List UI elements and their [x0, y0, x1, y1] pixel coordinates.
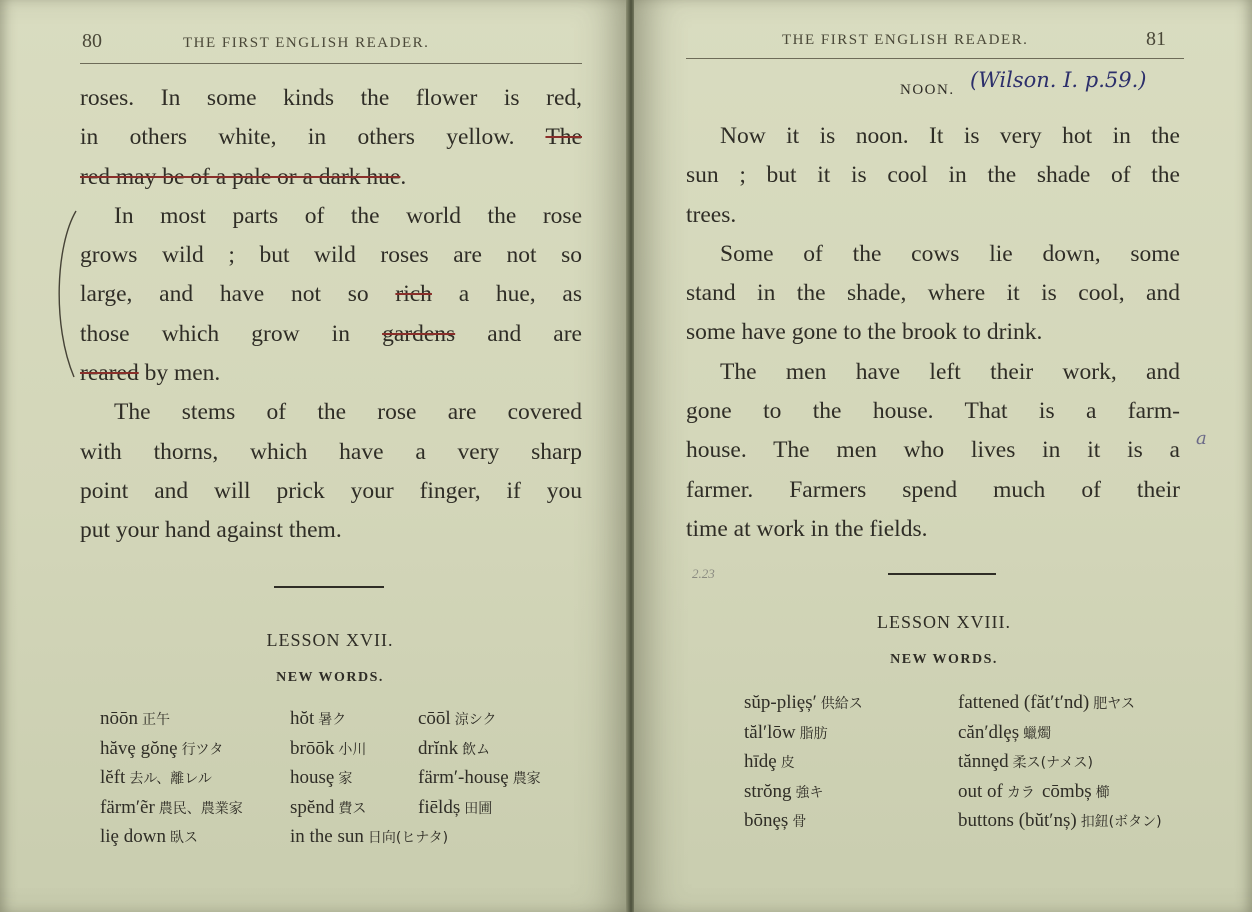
text-line: some have gone to the brook to drink.	[686, 319, 1043, 346]
text-line: gone to the house. That is a farm-	[686, 398, 1180, 425]
vocab-word: färm′-housȩ	[418, 767, 509, 788]
vocab-entry	[100, 793, 243, 823]
vocab-entry	[290, 822, 448, 852]
vocab-word: out of	[958, 780, 1003, 802]
vocab-word: lĕft	[100, 767, 126, 788]
new-words-label: NEW WORDS.	[276, 670, 384, 685]
text-line: house. The men who lives in it is a	[686, 437, 1180, 464]
vocab-entry	[744, 718, 863, 748]
text-line: reared by men.	[80, 360, 221, 387]
lesson-title: LESSON XVII.	[266, 630, 394, 650]
body-text	[686, 117, 1180, 549]
section-title: NOON.	[900, 82, 955, 98]
vocab-gloss: カラ	[1006, 784, 1035, 801]
vocab-entry	[1042, 777, 1110, 807]
margin-note: a	[1196, 428, 1207, 449]
vocab-gloss: 家	[338, 771, 353, 787]
vocab-word: căn′dlȩș	[958, 721, 1020, 743]
vocab-word: drĭnk	[418, 737, 459, 759]
vocab-word: buttons (bŭt′nș)	[958, 810, 1077, 831]
vocab-gloss: 櫛	[1095, 784, 1110, 801]
vocab-word: hŏt	[290, 708, 315, 729]
handwritten-note: (Wilson. I. p.59.)	[970, 68, 1147, 92]
right-page	[634, 0, 1252, 912]
text-line: point and will prick your finger, if you	[80, 477, 582, 504]
vocab-gloss: 脂肪	[799, 725, 828, 742]
vocab-word: cōmbș	[1042, 780, 1092, 802]
vocab-gloss: 費ス	[338, 800, 367, 817]
text-line: Some of the cows lie down, some	[720, 240, 1180, 267]
vocab-column	[100, 704, 243, 852]
vocab-column	[744, 688, 863, 836]
struck-word: reared	[80, 360, 139, 387]
vocab-word: nōōn	[100, 708, 138, 729]
vocab-gloss: 去ル、離レル	[129, 771, 212, 787]
struck-word: The	[545, 124, 582, 151]
vocab-gloss: 皮	[780, 755, 795, 771]
vocab-entry	[100, 704, 243, 734]
vocab-entry	[1042, 747, 1110, 777]
vocabulary-list	[744, 688, 1204, 838]
vocab-gloss: 暑ク	[318, 712, 347, 728]
vocab-gloss: 田圃	[464, 800, 493, 817]
text-line: The men have left their work, and	[720, 358, 1180, 385]
struck-word: red may be of a pale or a dark hue	[80, 163, 401, 190]
text-line: those which grow in gardens and are	[80, 320, 582, 347]
margin-bracket-mark	[50, 205, 84, 385]
vocab-gloss: 骨	[792, 814, 807, 830]
vocab-gloss: 柔ス(ナメス)	[1012, 755, 1094, 771]
vocab-gloss: 強キ	[795, 784, 824, 801]
vocab-gloss: 供給ス	[820, 696, 863, 712]
text-line: The stems of the rose are covered	[114, 399, 582, 426]
vocab-entry	[744, 806, 863, 836]
text-line: stand in the shade, where it is cool, and	[686, 280, 1180, 307]
page-number: 81	[1146, 28, 1166, 50]
vocab-word: spĕnd	[290, 796, 335, 818]
vocab-gloss: 正午	[142, 712, 170, 728]
vocab-gloss: 臥ス	[169, 830, 198, 846]
vocab-word: färm′ẽr	[100, 796, 155, 818]
page-number: 80	[82, 30, 102, 52]
vocab-column	[1042, 688, 1110, 836]
vocab-entry	[418, 763, 541, 793]
vocab-gloss: 蠟燭	[1023, 725, 1052, 742]
header-rule	[686, 58, 1184, 59]
lesson-title: LESSON XVIII.	[877, 612, 1011, 632]
struck-word: gardens	[382, 320, 456, 347]
text-line: sun ; but it is cool in the shade of the	[686, 162, 1180, 189]
text-line: in others white, in others yellow. The	[80, 124, 582, 151]
vocab-gloss: 行ツタ	[181, 741, 224, 758]
vocab-column	[418, 704, 541, 822]
vocab-gloss: 涼シク	[454, 712, 497, 728]
vocab-word: tănnȩd	[958, 751, 1009, 772]
vocab-word: strŏng	[744, 780, 792, 802]
vocab-word: bōnȩș	[744, 810, 789, 831]
text-line: farmer. Farmers spend much of their	[686, 476, 1180, 503]
vocab-entry	[418, 734, 541, 764]
vocab-word: tăl′lōw	[744, 721, 796, 743]
text-line: trees.	[686, 201, 737, 228]
section-separator	[888, 573, 996, 575]
text-line: time at work in the fields.	[686, 515, 928, 542]
vocab-gloss: 日向(ヒナタ)	[367, 830, 449, 846]
vocab-word: liȩ down	[100, 826, 166, 847]
text-line: with thorns, which have a very sharp	[80, 438, 582, 465]
vocabulary-list	[100, 704, 600, 854]
vocab-entry	[744, 747, 863, 777]
vocab-word: brōōk	[290, 737, 335, 759]
vocab-gloss: 農民、農業家	[158, 800, 243, 817]
vocab-gloss: 農家	[512, 771, 541, 787]
vocab-word: housȩ	[290, 767, 335, 788]
body-text	[80, 79, 582, 551]
vocab-entry	[744, 688, 863, 718]
vocab-word: sŭp-pliȩș′	[744, 692, 817, 713]
vocab-gloss: 飲ム	[462, 741, 491, 758]
vocab-entry	[100, 822, 243, 852]
vocab-entry	[100, 763, 243, 793]
text-line: In most parts of the world the rose	[114, 202, 582, 229]
text-line: Now it is noon. It is very hot in the	[720, 123, 1180, 149]
vocab-word: cōōl	[418, 708, 451, 729]
vocab-word: hăvȩ gŏnȩ	[100, 737, 178, 759]
text-line: put your hand against them.	[80, 517, 342, 544]
vocab-entry	[418, 704, 541, 734]
text-line: roses. In some kinds the flower is red,	[80, 85, 582, 111]
vocab-gloss: 小川	[338, 741, 367, 758]
vocab-entry	[1042, 688, 1110, 718]
vocab-gloss: 肥ヤス	[1093, 696, 1135, 712]
section-separator	[274, 586, 384, 588]
running-head: THE FIRST ENGLISH READER.	[183, 35, 430, 51]
pencil-note: 2.23	[692, 566, 715, 581]
struck-word: rich	[395, 281, 432, 308]
text-line: large, and have not so rich a hue, as	[80, 281, 582, 308]
vocab-word: fattened (făt′t′nd)	[958, 692, 1090, 713]
vocab-entry	[1042, 718, 1110, 748]
vocab-entry	[418, 793, 541, 823]
vocab-entry	[100, 734, 243, 764]
vocab-word: fiēldș	[418, 796, 461, 818]
vocab-entry	[1042, 806, 1110, 836]
text-line: grows wild ; but wild roses are not so	[80, 242, 582, 269]
vocab-gloss: 扣鈕(ボタン)	[1080, 814, 1162, 830]
vocab-entry	[744, 777, 863, 807]
vocab-word: hīdȩ	[744, 751, 777, 772]
header-rule	[80, 63, 582, 64]
new-words-label: NEW WORDS.	[890, 652, 998, 667]
running-head: THE FIRST ENGLISH READER.	[782, 32, 1029, 48]
vocab-word: in the sun	[290, 826, 364, 847]
text-line: red may be of a pale or a dark hue.	[80, 163, 407, 190]
